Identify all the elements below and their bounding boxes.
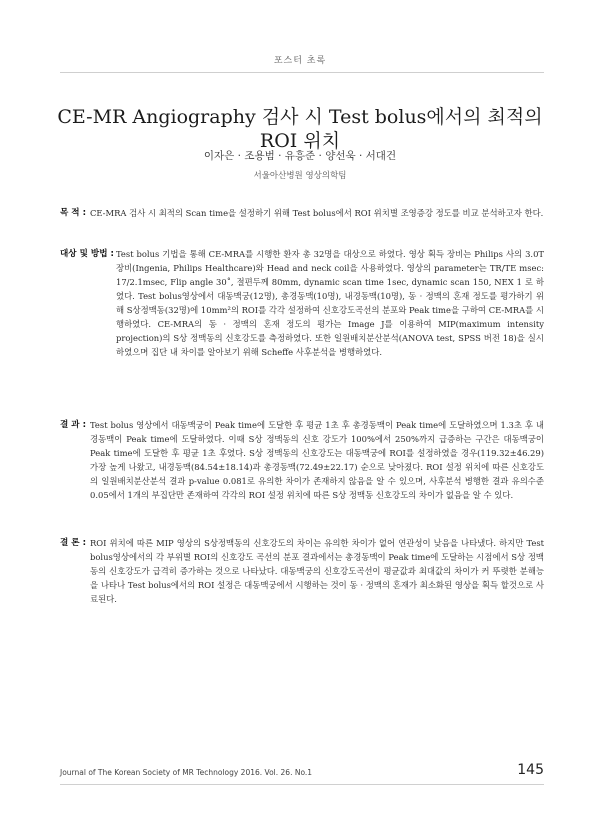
- paper-title: CE-MR Angiography 검사 시 Test bolus에서의 최적의 ROI 위치: [57, 106, 543, 152]
- affiliation: 서울아산병원 영상의학팀: [253, 171, 347, 181]
- section-label: 포스터 초록: [273, 56, 327, 66]
- section-heading: 결 과 :: [60, 420, 87, 430]
- section-body: CE-MRA 검사 시 최적의 Scan time을 설정하기 위해 Test bolus에서 ROI 위치별 조영증강 정도를 비교 분석하고자 한다.: [90, 208, 544, 218]
- section-heading: 결 론 :: [60, 538, 87, 548]
- section-body: ROI 위치에 따른 MIP 영상의 S상정맥동의 신호강도의 차이는 유의한 차이가 없어 연관성이 낮음을 나타냈다. 하지만 Test bolus영상에서의 각 부위별 ROI의 신호강도 곡선의 분포 결과에서는 총경동맥이 Peak time에 도달하는 시점에서 S상 정맥동의 신호강도가 급격히 증가하는 것으로 나타났다. 대동맥궁의 신호강도곡선이 평균값과 최대값의 차이가 커 뚜렷한 분해능을 나타나 Test bolus에서의 ROI 설정은 대동맥궁에서 시행하는 것이 동 · 정맥의 혼재가 최소화된 영상을 획득 할것으로 사료된다.: [90, 538, 544, 604]
- section-purpose: [60, 206, 544, 220]
- section-body: Test bolus 기법을 통해 CE-MRA를 시행한 환자 총 32명을 대상으로 하였다. 영상 획득 장비는 Philips 사의 3.0T 장비(Ingenia, Philips Healthcare)와 Head and neck coil을 사용하였다. 영상의 parameter는 TR/TE msec: 17/2.1msec, Flip angle 30˚, 절편두께 80mm, dynamic scan time 1sec, dynamic scan 150, NEX 1 로 하였다. Test bolus영상에서 대동맥궁(12명), 총경동맥(10명), 내경동맥(10명), 동 · 정맥의 혼재 정도를 평가하기 위해 S상정맥동(32명)에 10mm²의 ROI를 각각 설정하여 신호강도곡선의 분포와 Peak time을 구하여 CE-MRA를 시행하였다. CE-MRA의 동 · 정맥의 혼재 정도의 평가는 Image J를 이용하여 MIP(maximum intensity projection)의 S상 정맥동의 신호강도를 측정하였다. 또한 일원배치분산분석(ANOVA test, SPSS 버전 18)을 실시하였으며 집단 내 차이를 알아보기 위해 Scheffe 사후분석을 병행하였다.: [116, 249, 544, 357]
- footer-divider: [60, 784, 544, 785]
- section-heading: 목 적 :: [60, 208, 87, 218]
- journal-citation: Journal of The Korean Society of MR Technology 2016. Vol. 26. No.1: [60, 768, 313, 777]
- page-number: 145: [517, 762, 544, 778]
- section-conclusion: [60, 536, 544, 606]
- section-heading: 대상 및 방법 :: [60, 249, 114, 259]
- section-methods: [60, 247, 544, 359]
- section-body: Test bolus 영상에서 대동맥궁이 Peak time에 도달한 후 평균 1초 후 총경동맥이 Peak time에 도달하였으며 1.3초 후 내경동맥이 Peak time에 도달하였다. 이때 S상 정맥동의 신호 강도가 100%에서 250%까지 급증하는 구간은 대동맥궁이 Peak time에 도달한 후 평균 1초 후였다. S상 정맥동의 신호강도는 대동맥궁에 ROI를 설정하였을 경우(119.32±46.29) 가장 높게 나왔고, 내경동맥(84.54±18.14)과 총경동맥(72.49±22.17) 순으로 낮아졌다. ROI 설정 위치에 따른 신호강도의 일원배치분산분석 결과 p-value 0.081로 유의한 차이가 존재하지 않음을 알 수 있으며, 사후분석 병행한 결과 유의수준 0.05에서 1개의 부집단만 존재하여 각각의 ROI 설정 위치에 따른 S상 정맥동 신호강도의 차이가 없음을 알 수 있다.: [90, 420, 544, 500]
- author-list: 이자은 · 조용범 · 유흥준 · 양선욱 · 서대건: [203, 150, 397, 162]
- section-results: [60, 418, 544, 502]
- header-divider: [60, 72, 544, 73]
